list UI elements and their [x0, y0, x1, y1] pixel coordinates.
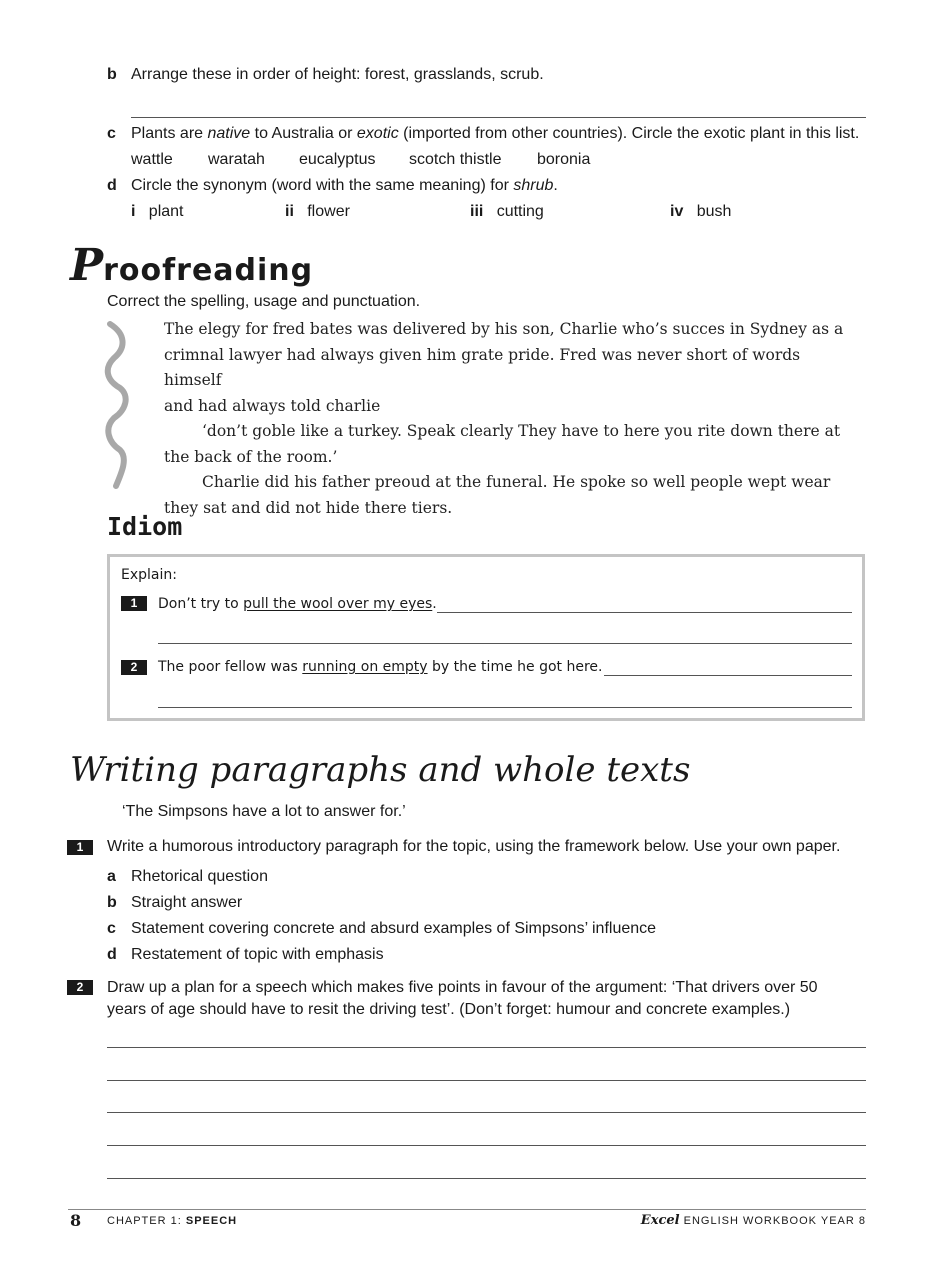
heading-drop-cap: P: [70, 240, 104, 291]
framework-item: [107, 942, 656, 968]
item-text: Restatement of topic with emphasis: [131, 946, 384, 963]
question-line: Draw up a plan for a speech which makes five points in favour of the argument: ‘That drivers over 50: [107, 979, 818, 996]
synonym-option[interactable]: [670, 203, 731, 221]
book-name: ENGLISH WORKBOOK YEAR 8: [679, 1215, 866, 1227]
answer-line[interactable]: [158, 643, 852, 644]
item-number-badge: 1: [121, 596, 147, 611]
question-text: Circle the synonym (word with the same meaning) for: [131, 177, 514, 194]
idiom-text: Don’t try to: [158, 596, 244, 612]
question-letter: d: [107, 177, 117, 194]
answer-line[interactable]: [107, 1145, 866, 1146]
answer-line[interactable]: [158, 707, 852, 708]
option-word: bush: [696, 203, 732, 220]
idiom-item: [158, 659, 602, 675]
question-b: [107, 66, 544, 84]
answer-line[interactable]: [107, 1178, 866, 1179]
question-text: Plants are: [131, 125, 208, 142]
option-word: flower: [307, 203, 350, 220]
answer-line[interactable]: [107, 1080, 866, 1081]
option-number: iv: [670, 203, 684, 220]
plant-list: [131, 151, 831, 173]
synonym-option[interactable]: [470, 203, 544, 221]
proofreading-heading: [70, 240, 313, 291]
passage-line: The elegy for fred bates was delivered by his son, Charlie who’s succes in Sydney as a: [164, 320, 844, 338]
passage-line: crimnal lawyer had always given him grate pride. Fred was never short of words himself: [164, 345, 801, 389]
synonym-options: [131, 203, 831, 225]
passage-line: ‘don’t goble like a turkey. Speak clearly They have to here you rite down there at: [202, 422, 841, 440]
question-2-text: [107, 977, 818, 1021]
idiom-heading: Idiom: [107, 512, 183, 541]
plant-option[interactable]: boronia: [537, 151, 591, 168]
option-number: i: [131, 203, 136, 220]
idiom-phrase: pull the wool over my eyes: [243, 596, 433, 612]
idiom-phrase: running on empty: [302, 659, 428, 675]
emphasis-native: native: [207, 125, 251, 142]
explain-label: Explain:: [121, 567, 177, 583]
option-word: plant: [148, 203, 184, 220]
brand-logo: Excel: [640, 1213, 680, 1228]
idiom-item: [158, 596, 437, 612]
heading-text: roofreading: [103, 253, 314, 288]
passage-line: and had always told charlie: [164, 396, 381, 415]
synonym-option[interactable]: [285, 203, 350, 221]
answer-line[interactable]: [107, 1047, 866, 1048]
answer-line[interactable]: [604, 675, 852, 676]
item-letter: c: [107, 920, 116, 937]
question-letter: c: [107, 125, 116, 142]
writing-heading: Writing paragraphs and whole texts: [70, 750, 691, 790]
question-letter: b: [107, 66, 117, 83]
emphasis-exotic: exotic: [356, 125, 399, 142]
question-d: [107, 177, 558, 195]
answer-line[interactable]: [107, 1112, 866, 1113]
chapter-label: [107, 1215, 237, 1227]
plant-option[interactable]: eucalyptus: [299, 151, 376, 168]
answer-line[interactable]: [131, 117, 866, 118]
item-number-badge: 2: [121, 660, 147, 675]
page-number: 8: [70, 1211, 82, 1230]
idiom-box: [107, 554, 865, 721]
question-1-text: Write a humorous introductory paragraph for the topic, using the framework below. Use your own paper.: [107, 838, 841, 855]
question-text: Arrange these in order of height: forest, grasslands, scrub.: [131, 66, 544, 83]
option-number: ii: [285, 203, 294, 220]
synonym-option[interactable]: [131, 203, 184, 221]
idiom-text: The poor fellow was: [158, 659, 303, 675]
proofreading-instruction: Correct the spelling, usage and punctuation.: [107, 293, 421, 310]
framework-list: [107, 864, 656, 968]
answer-line[interactable]: [437, 612, 852, 613]
question-number-badge: 1: [67, 840, 93, 855]
option-word: cutting: [496, 203, 544, 220]
question-line: years of age should have to resit the driving test’. (Don’t forget: humour and concrete examples.): [107, 1001, 791, 1018]
item-letter: d: [107, 946, 117, 963]
idiom-text: by the time he got here.: [427, 659, 603, 675]
passage-line: the back of the room.’: [164, 447, 338, 466]
chapter-name: SPEECH: [185, 1215, 238, 1227]
idiom-text: .: [432, 596, 437, 612]
framework-item: [107, 864, 656, 890]
item-letter: a: [107, 868, 116, 885]
writing-topic: ‘The Simpsons have a lot to answer for.’: [122, 803, 406, 820]
framework-item: [107, 890, 656, 916]
item-text: Statement covering concrete and absurd examples of Simpsons’ influence: [131, 920, 657, 937]
footer-rule: [68, 1209, 866, 1210]
framework-item: [107, 916, 656, 942]
item-letter: b: [107, 894, 117, 911]
plant-option[interactable]: waratah: [208, 151, 265, 168]
question-number-badge: 2: [67, 980, 93, 995]
item-text: Straight answer: [131, 894, 243, 911]
book-title: [641, 1213, 866, 1228]
item-text: Rhetorical question: [131, 868, 268, 885]
question-text: .: [553, 177, 558, 194]
option-number: iii: [470, 203, 484, 220]
squiggle-decoration: [100, 318, 136, 490]
question-c: [107, 125, 859, 143]
question-text: to Australia or: [250, 125, 357, 142]
chapter-prefix: CHAPTER 1:: [107, 1215, 186, 1227]
question-text: (imported from other countries). Circle the exotic plant in this list.: [398, 125, 860, 142]
proofreading-passage: [164, 317, 854, 521]
passage-line: they sat and did not hide there tiers.: [164, 498, 453, 517]
plant-option[interactable]: wattle: [131, 151, 173, 168]
emphasis-shrub: shrub: [513, 177, 554, 194]
passage-line: Charlie did his father preoud at the funeral. He spoke so well people wept wear: [202, 473, 831, 491]
plant-option[interactable]: scotch thistle: [409, 151, 502, 168]
